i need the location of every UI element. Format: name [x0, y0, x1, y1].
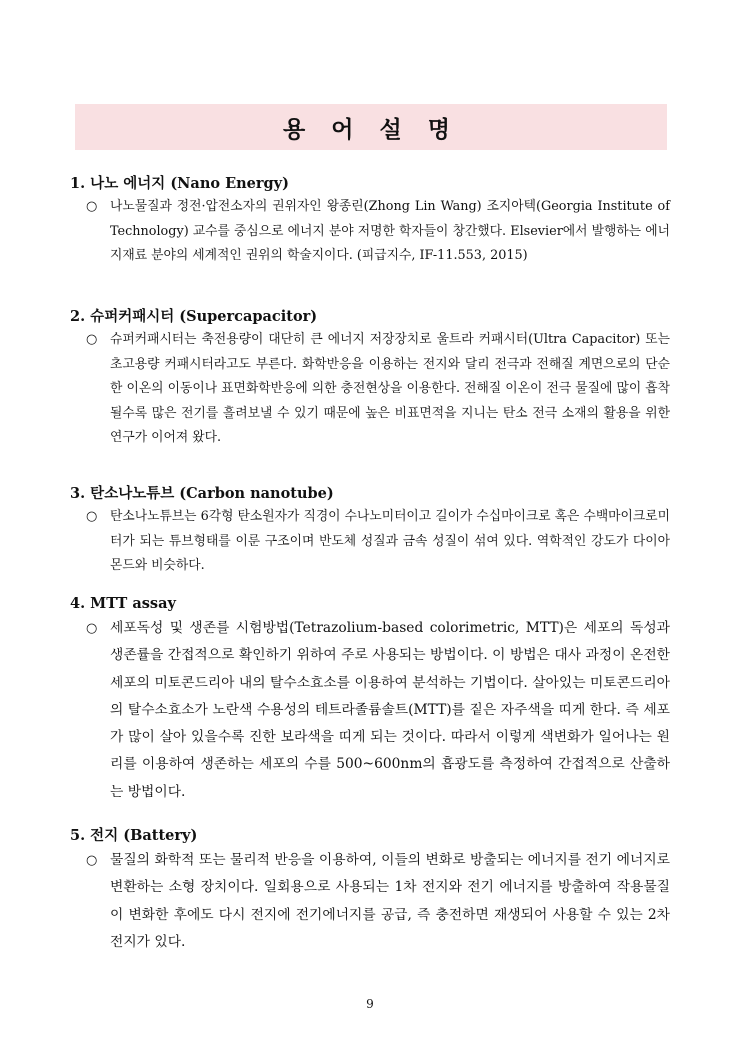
- term-section-nano-energy: [70, 174, 670, 269]
- title-banner: [75, 104, 667, 150]
- circle-bullet-icon: ○: [86, 509, 98, 524]
- term-heading: 5. 전지 (Battery): [70, 827, 198, 844]
- term-definition: [70, 195, 670, 269]
- circle-bullet-icon: ○: [86, 332, 98, 347]
- definition-text: 슈퍼커패시터는 축전용량이 대단히 큰 에너지 저장장치로 울트라 커패시터(Ultra Capacitor) 또는 초고용량 커패시터라고도 부른다. 화학반응을 이용하는 전지와 달리 전극과 전해질 계면으로의 단순한 이온의 이동이나 표면화학반응에 의한 충전현상을 이용한다. 전해질 이온이 전극 물질에 많이 흡착될수록 많은 전기를 흘려보낼 수 있기 때문에 높은 비표면적을 지니는 탄소 전극 소재의 활용을 위한 연구가 이어져 왔다.: [110, 332, 670, 445]
- circle-bullet-icon: ○: [86, 853, 98, 868]
- definition-text: 세포독성 및 생존를 시험방법(Tetrazolium-based colorimetric, MTT)은 세포의 독성과 생존률을 간접적으로 확인하기 위하여 주로 사용되는 방법이다. 이 방법은 대사 과정이 온전한 세포의 미토콘드리아 내의 탈수소효소를 이용하여 분석하는 기법이다. 살아있는 미토콘드리아의 탈수소효소가 노란색 수용성의 테트라졸륨솔트(MTT)를 짙은 자주색을 띠게 한다. 즉 세포가 많이 살아 있을수록 진한 보라색을 띠게 되는 것이다. 따라서 이렇게 색변화가 일어나는 원리를 이용하여 생존하는 세포의 수를 500~600nm의 흡광도를 측정하여 간접적으로 산출하는 방법이다.: [110, 620, 670, 800]
- term-heading: 3. 탄소나노튜브 (Carbon nanotube): [70, 485, 334, 502]
- term-section-battery: [70, 826, 670, 956]
- circle-bullet-icon: ○: [86, 621, 98, 636]
- term-definition: [70, 615, 670, 806]
- term-definition: [70, 847, 670, 956]
- term-definition: [70, 505, 670, 579]
- page-number: 9: [366, 997, 374, 1011]
- page-title: 용 어 설 명: [283, 116, 459, 143]
- term-heading: 2. 슈퍼커패시터 (Supercapacitor): [70, 308, 318, 325]
- definition-text: 탄소나노튜브는 6각형 탄소원자가 직경이 수나노미터이고 길이가 수십마이크로 혹은 수백마이크로미터가 되는 튜브형태를 이룬 구조이며 반도체 성질과 금속 성질이 섞여 있다. 역학적인 강도가 다이아몬드와 비슷하다.: [110, 509, 670, 573]
- definition-text: 물질의 화학적 또는 물리적 반응을 이용하여, 이들의 변화로 방출되는 에너지를 전기 에너지로 변환하는 소형 장치이다. 일회용으로 사용되는 1차 전지와 전기 에너지를 방출하여 작용물질이 변화한 후에도 다시 전지에 전기에너지를 공급, 즉 충전하면 재생되어 사용할 수 있는 2차 전지가 있다.: [110, 852, 670, 950]
- term-heading: 1. 나노 에너지 (Nano Energy): [70, 175, 289, 192]
- term-section-carbon-nanotube: [70, 484, 670, 579]
- term-definition: [70, 328, 670, 451]
- definition-text: 나노물질과 정전·압전소자의 권위자인 왕종린(Zhong Lin Wang) 조지아텍(Georgia Institute of Technology) 교수를 중심으로 에너지 분야 저명한 학자들이 창간했다. Elsevier에서 발행하는 에너지재료 분야의 세계적인 권위의 학술지이다. (피급지수, IF-11.553, 2015): [110, 199, 670, 263]
- circle-bullet-icon: ○: [86, 199, 98, 214]
- term-section-mtt-assay: [70, 594, 670, 806]
- term-heading: 4. MTT assay: [70, 595, 176, 612]
- term-section-supercapacitor: [70, 307, 670, 451]
